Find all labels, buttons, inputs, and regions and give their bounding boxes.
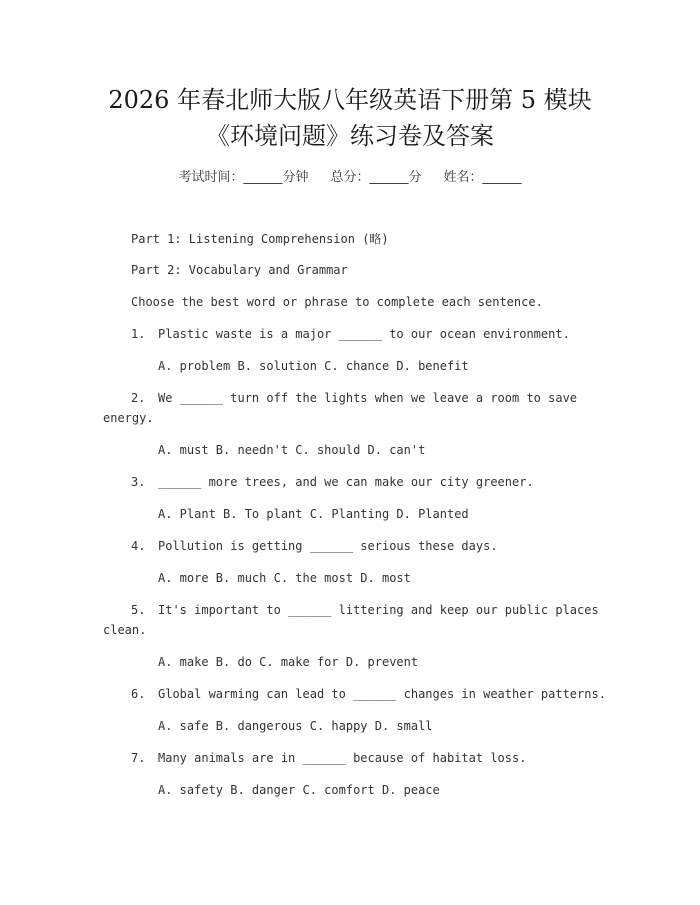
question-number: 3. bbox=[131, 475, 146, 489]
question-text: It's important to ______ littering and keep our public places bbox=[158, 603, 599, 617]
question-options: A. safe B. dangerous C. happy D. small bbox=[158, 719, 433, 733]
name-field: 姓名：______ bbox=[443, 170, 522, 185]
document-title-line-2: 《环境问题》练习卷及答案 bbox=[206, 122, 494, 150]
exam-info-line bbox=[0, 168, 700, 188]
question-text: Global warming can lead to ______ changes in weather patterns. bbox=[158, 687, 606, 701]
question-number: 7. bbox=[131, 751, 146, 765]
question-number: 1. bbox=[131, 327, 146, 341]
exam-time-field: 考试时间：______分钟 bbox=[178, 170, 309, 185]
part1-heading: Part 1: Listening Comprehension (略) bbox=[131, 232, 389, 246]
question-options: A. problem B. solution C. chance D. benefit bbox=[158, 359, 469, 373]
total-score-field: 总分：______分 bbox=[330, 170, 422, 185]
question-text: We ______ turn off the lights when we leave a room to save bbox=[158, 391, 578, 405]
document-title-line-1: 2026 年春北师大版八年级英语下册第 5 模块 bbox=[108, 86, 592, 114]
question-options: A. must B. needn't C. should D. can't bbox=[158, 443, 426, 457]
instruction-text: Choose the best word or phrase to complete each sentence. bbox=[131, 295, 543, 309]
question-number: 4. bbox=[131, 539, 146, 553]
question-number: 6. bbox=[131, 687, 146, 701]
question-options: A. more B. much C. the most D. most bbox=[158, 571, 411, 585]
question-text: Plastic waste is a major ______ to our ocean environment. bbox=[158, 327, 570, 341]
question-options: A. safety B. danger C. comfort D. peace bbox=[158, 783, 440, 797]
part2-heading: Part 2: Vocabulary and Grammar bbox=[131, 263, 348, 277]
question-number: 5. bbox=[131, 603, 146, 617]
question-options: A. Plant B. To plant C. Planting D. Planted bbox=[158, 507, 469, 521]
question-number: 2. bbox=[131, 391, 146, 405]
question-text-continuation: clean. bbox=[103, 623, 147, 637]
question-text: ______ more trees, and we can make our city greener. bbox=[158, 475, 534, 489]
question-text: Pollution is getting ______ serious these days. bbox=[158, 539, 498, 553]
question-text-continuation: energy. bbox=[103, 411, 154, 425]
question-text: Many animals are in ______ because of habitat loss. bbox=[158, 751, 527, 765]
question-options: A. make B. do C. make for D. prevent bbox=[158, 655, 419, 669]
